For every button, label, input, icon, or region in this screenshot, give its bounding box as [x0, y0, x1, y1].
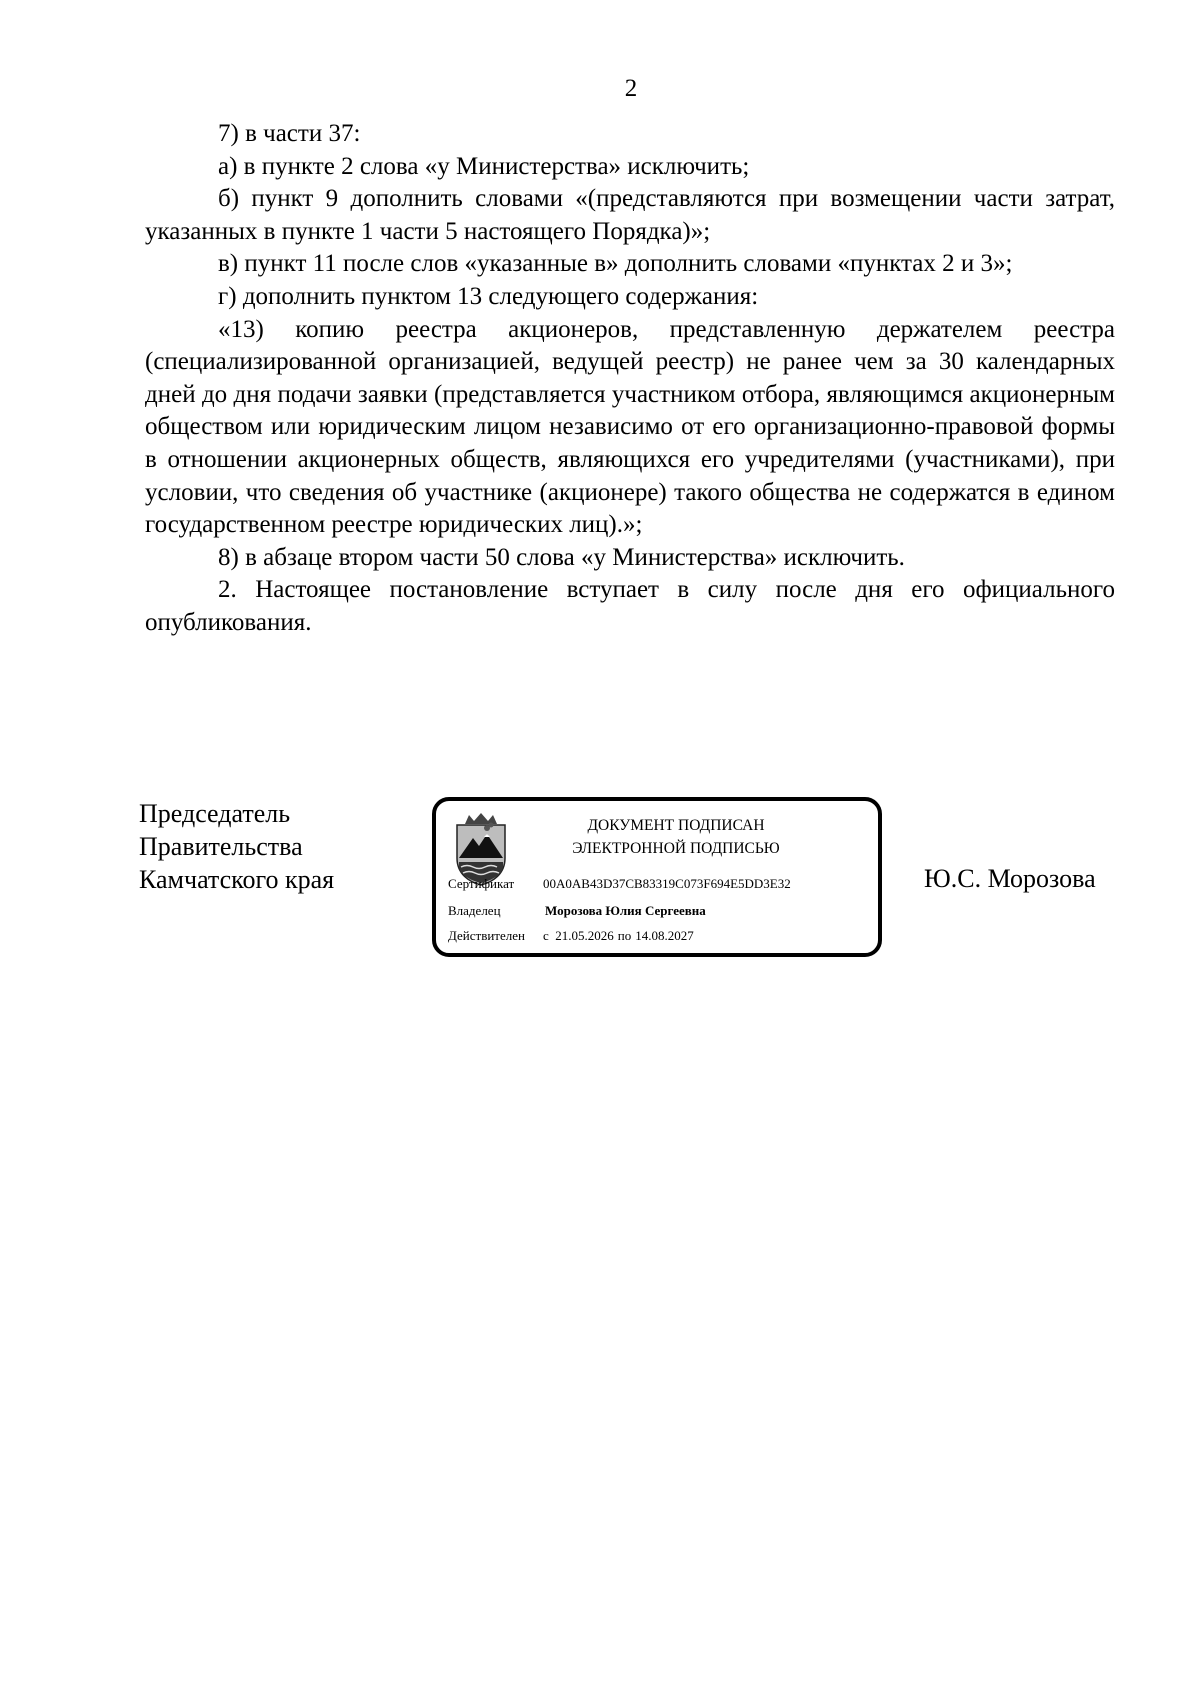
electronic-signature-stamp — [432, 797, 882, 957]
signatory-title-line: Председатель — [139, 799, 291, 828]
signatory-title — [139, 797, 334, 896]
page-number: 2 — [624, 75, 638, 102]
valid-to-date: 14.08.2027 — [635, 928, 694, 943]
document-body — [145, 118, 1115, 640]
stamp-header-line: ЭЛЕКТРОННОЙ ПОДПИСЬЮ — [572, 840, 780, 857]
stamp-validity-row — [448, 927, 694, 944]
certificate-label: Сертификат — [448, 876, 515, 891]
stamp-owner-row — [448, 902, 706, 919]
paragraph-2-effective: 2. Настоящее постановление вступает в силу после дня его официального опубликования. — [145, 576, 1115, 636]
validity-separator: по — [617, 928, 632, 943]
paragraph-7a: а) в пункте 2 слова «у Министерства» исключить; — [218, 152, 750, 180]
signatory-title-line: Камчатского края — [139, 865, 335, 894]
owner-label: Владелец — [448, 903, 501, 918]
paragraph-13-quote: «13) копию реестра акционеров, представленную держателем реестра (специализированной организацией, ведущей реестр) не ранее чем за 30 календарных дней до дня подачи заявки (представляется участником отбора, являющимся акционерным обществом или юридическим лицом независимо от его организационно-правовой формы в отношении акционерных обществ, являющихся его учредителями (участниками), при условии, что сведения об участнике (акционере) такого общества не содержатся в едином государственном реестре юридических лиц).»; — [145, 315, 1115, 539]
signatory-name: Ю.С. Морозова — [924, 864, 1096, 893]
stamp-header-line: ДОКУМЕНТ ПОДПИСАН — [587, 817, 765, 834]
validity-label: Действителен — [448, 928, 525, 943]
paragraph-7g: г) дополнить пунктом 13 следующего содержания: — [218, 282, 759, 310]
validity-prefix: с — [543, 928, 549, 943]
paragraph-8: 8) в абзаце втором части 50 слова «у Министерства» исключить. — [218, 543, 905, 571]
stamp-certificate-row — [448, 875, 791, 892]
stamp-header — [546, 814, 806, 860]
owner-value: Морозова Юлия Сергеевна — [545, 903, 706, 918]
certificate-value: 00A0AB43D37CB83319C073F694E5DD3E32 — [543, 876, 791, 891]
signatory-title-line: Правительства — [139, 832, 303, 861]
paragraph-7: 7) в части 37: — [218, 120, 361, 147]
valid-from-date: 21.05.2026 — [555, 928, 614, 943]
paragraph-7v: в) пункт 11 после слов «указанные в» дополнить словами «пунктах 2 и 3»; — [218, 250, 1013, 278]
paragraph-7b: б) пункт 9 дополнить словами «(представляются при возмещении части затрат, указанных в пункте 1 части 5 настоящего Порядка)»; — [145, 185, 1115, 245]
